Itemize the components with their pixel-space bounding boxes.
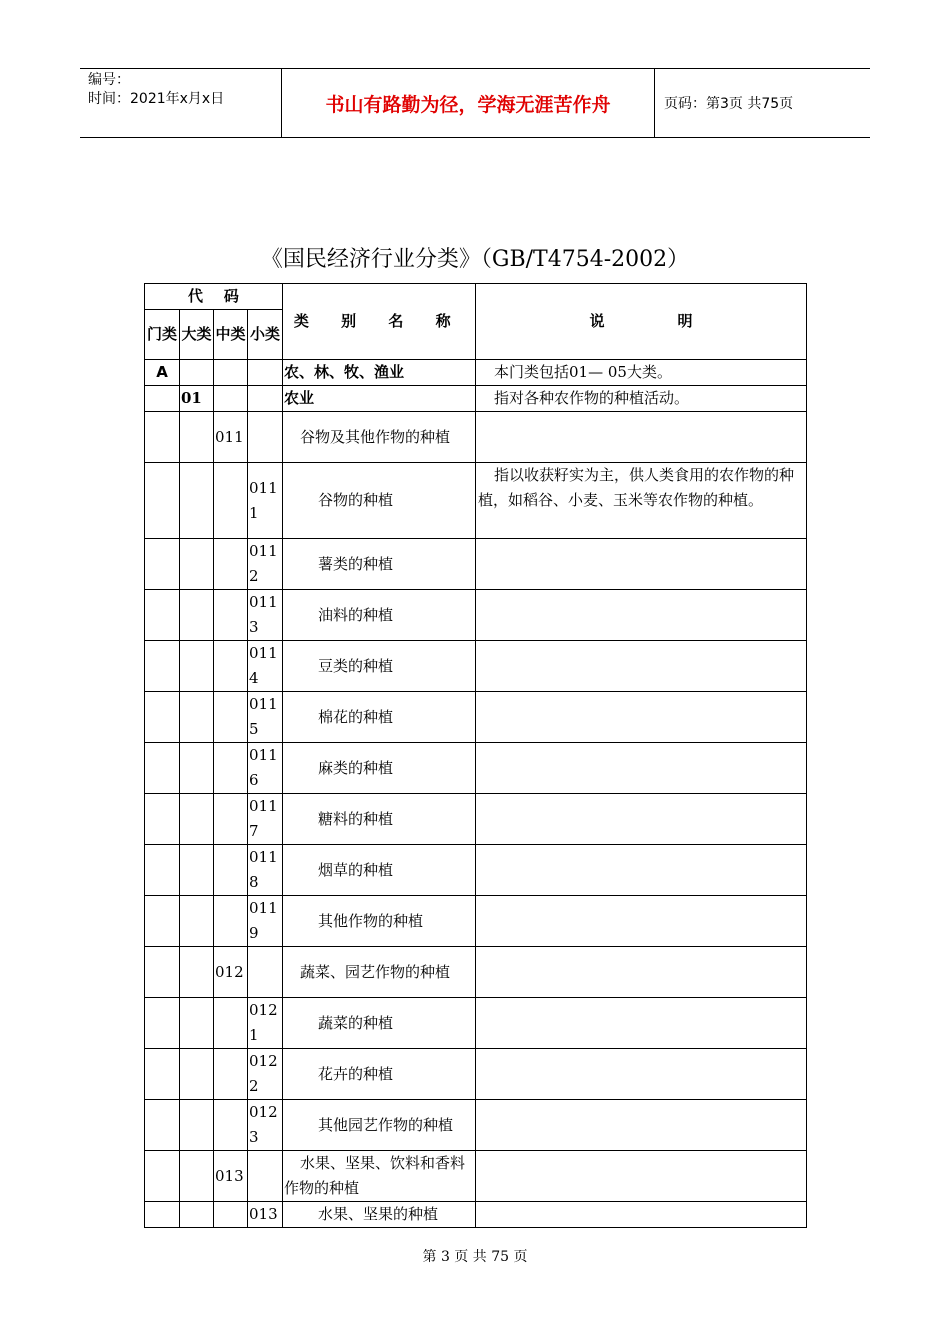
cell-zhong bbox=[214, 539, 248, 590]
header-time-label: 时间：2021年x月x日 bbox=[88, 91, 225, 107]
cell-zhong bbox=[214, 590, 248, 641]
cell-xiao bbox=[248, 947, 283, 998]
header-page-label: 页码：第3页 共75页 bbox=[664, 96, 794, 112]
table-row bbox=[145, 1202, 807, 1228]
cell-da bbox=[180, 896, 214, 947]
cell-men bbox=[145, 1151, 180, 1202]
cell-desc bbox=[476, 1151, 807, 1202]
cell-xiao: 0111 bbox=[248, 463, 283, 539]
cell-name: 谷物的种植 bbox=[283, 463, 476, 539]
cell-name: 农业 bbox=[283, 386, 476, 412]
table-row bbox=[145, 743, 807, 794]
cell-men bbox=[145, 1202, 180, 1228]
cell-xiao: 0114 bbox=[248, 641, 283, 692]
cell-name: 其他作物的种植 bbox=[283, 896, 476, 947]
cell-xiao bbox=[248, 360, 283, 386]
cell-name: 麻类的种植 bbox=[283, 743, 476, 794]
cell-desc bbox=[476, 845, 807, 896]
table-row bbox=[145, 1151, 807, 1202]
cell-xiao: 0117 bbox=[248, 794, 283, 845]
cell-men bbox=[145, 463, 180, 539]
document-title: 《国民经济行业分类》（GB/T4754-2002） bbox=[260, 247, 690, 272]
cell-xiao: 0122 bbox=[248, 1049, 283, 1100]
cell-men bbox=[145, 998, 180, 1049]
cell-desc bbox=[476, 1202, 807, 1228]
cell-zhong bbox=[214, 998, 248, 1049]
cell-desc bbox=[476, 539, 807, 590]
cell-men bbox=[145, 1100, 180, 1151]
table-row bbox=[145, 1100, 807, 1151]
table-row bbox=[145, 386, 807, 412]
cell-name: 烟草的种植 bbox=[283, 845, 476, 896]
cell-name: 水果、坚果的种植 bbox=[283, 1202, 476, 1228]
cell-da bbox=[180, 539, 214, 590]
cell-xiao: 0121 bbox=[248, 998, 283, 1049]
cell-da bbox=[180, 1202, 214, 1228]
cell-da bbox=[180, 743, 214, 794]
cell-men bbox=[145, 743, 180, 794]
cell-desc bbox=[476, 590, 807, 641]
table-row bbox=[145, 1049, 807, 1100]
cell-desc bbox=[476, 896, 807, 947]
cell-xiao: 0119 bbox=[248, 896, 283, 947]
cell-name: 棉花的种植 bbox=[283, 692, 476, 743]
cell-da bbox=[180, 1049, 214, 1100]
cell-zhong: 011 bbox=[214, 412, 248, 463]
cell-da bbox=[180, 1151, 214, 1202]
cell-desc bbox=[476, 743, 807, 794]
cell-xiao: 0112 bbox=[248, 539, 283, 590]
classification-table bbox=[144, 283, 807, 1228]
cell-xiao: 0123 bbox=[248, 1100, 283, 1151]
cell-men bbox=[145, 1049, 180, 1100]
cell-zhong: 012 bbox=[214, 947, 248, 998]
cell-zhong bbox=[214, 463, 248, 539]
cell-xiao: 013 bbox=[248, 1202, 283, 1228]
cell-men bbox=[145, 692, 180, 743]
cell-name: 糖料的种植 bbox=[283, 794, 476, 845]
cell-desc: 本门类包括01— 05大类。 bbox=[476, 360, 807, 386]
cell-men bbox=[145, 896, 180, 947]
table-row bbox=[145, 412, 807, 463]
table-row bbox=[145, 360, 807, 386]
cell-desc bbox=[476, 794, 807, 845]
cell-da bbox=[180, 845, 214, 896]
cell-name: 豆类的种植 bbox=[283, 641, 476, 692]
table-row bbox=[145, 463, 807, 539]
cell-xiao bbox=[248, 412, 283, 463]
header-motto: 书山有路勤为径，学海无涯苦作舟 bbox=[282, 69, 655, 137]
cell-da bbox=[180, 692, 214, 743]
cell-xiao: 0115 bbox=[248, 692, 283, 743]
table-row bbox=[145, 794, 807, 845]
cell-desc: 指以收获籽实为主，供人类食用的农作物的种植，如稻谷、小麦、玉米等农作物的种植。 bbox=[476, 463, 807, 539]
cell-zhong bbox=[214, 692, 248, 743]
cell-xiao bbox=[248, 386, 283, 412]
cell-desc bbox=[476, 641, 807, 692]
cell-men bbox=[145, 641, 180, 692]
cell-da bbox=[180, 947, 214, 998]
table-row bbox=[145, 896, 807, 947]
cell-name: 薯类的种植 bbox=[283, 539, 476, 590]
cell-men bbox=[145, 539, 180, 590]
cell-da bbox=[180, 360, 214, 386]
page-footer: 第 3 页 共 75 页 bbox=[422, 1249, 528, 1265]
cell-zhong bbox=[214, 1202, 248, 1228]
cell-name: 水果、坚果、饮料和香料作物的种植 bbox=[283, 1151, 476, 1202]
cell-zhong bbox=[214, 1049, 248, 1100]
header-zhong: 中类 bbox=[214, 310, 248, 360]
cell-desc: 指对各种农作物的种植活动。 bbox=[476, 386, 807, 412]
cell-desc bbox=[476, 1100, 807, 1151]
cell-zhong bbox=[214, 386, 248, 412]
cell-zhong bbox=[214, 1100, 248, 1151]
cell-desc bbox=[476, 692, 807, 743]
cell-desc bbox=[476, 947, 807, 998]
table-header-row-1 bbox=[145, 284, 807, 310]
cell-da bbox=[180, 794, 214, 845]
cell-zhong bbox=[214, 845, 248, 896]
header-meta bbox=[80, 69, 282, 137]
cell-zhong bbox=[214, 896, 248, 947]
cell-xiao bbox=[248, 1151, 283, 1202]
cell-zhong bbox=[214, 743, 248, 794]
cell-name: 花卉的种植 bbox=[283, 1049, 476, 1100]
cell-zhong: 013 bbox=[214, 1151, 248, 1202]
cell-desc bbox=[476, 412, 807, 463]
cell-zhong bbox=[214, 794, 248, 845]
cell-men bbox=[145, 386, 180, 412]
table-row bbox=[145, 641, 807, 692]
table-row bbox=[145, 998, 807, 1049]
cell-men bbox=[145, 794, 180, 845]
cell-da bbox=[180, 1100, 214, 1151]
cell-men bbox=[145, 947, 180, 998]
cell-name: 蔬菜的种植 bbox=[283, 998, 476, 1049]
cell-xiao: 0116 bbox=[248, 743, 283, 794]
table-row bbox=[145, 539, 807, 590]
header-code: 代 码 bbox=[145, 284, 283, 310]
cell-zhong bbox=[214, 641, 248, 692]
table-row bbox=[145, 845, 807, 896]
cell-da bbox=[180, 590, 214, 641]
header-xiao: 小类 bbox=[248, 310, 283, 360]
header-men: 门类 bbox=[145, 310, 180, 360]
cell-men bbox=[145, 845, 180, 896]
cell-name: 谷物及其他作物的种植 bbox=[283, 412, 476, 463]
cell-name: 油料的种植 bbox=[283, 590, 476, 641]
cell-men bbox=[145, 590, 180, 641]
cell-zhong bbox=[214, 360, 248, 386]
cell-desc bbox=[476, 1049, 807, 1100]
cell-men: A bbox=[145, 360, 180, 386]
header-name: 类 别 名 称 bbox=[283, 284, 476, 360]
table-row bbox=[145, 590, 807, 641]
cell-da: 01 bbox=[180, 386, 214, 412]
cell-xiao: 0118 bbox=[248, 845, 283, 896]
page-header bbox=[80, 68, 870, 138]
cell-desc bbox=[476, 998, 807, 1049]
cell-name: 蔬菜、园艺作物的种植 bbox=[283, 947, 476, 998]
cell-xiao: 0113 bbox=[248, 590, 283, 641]
cell-da bbox=[180, 998, 214, 1049]
header-number-label: 编号： bbox=[88, 72, 130, 88]
table-row bbox=[145, 947, 807, 998]
cell-da bbox=[180, 641, 214, 692]
cell-name: 其他园艺作物的种植 bbox=[283, 1100, 476, 1151]
header-da: 大类 bbox=[180, 310, 214, 360]
cell-da bbox=[180, 463, 214, 539]
table-row bbox=[145, 692, 807, 743]
cell-name: 农、林、牧、渔业 bbox=[283, 360, 476, 386]
cell-da bbox=[180, 412, 214, 463]
header-desc: 说 明 bbox=[476, 284, 807, 360]
cell-men bbox=[145, 412, 180, 463]
